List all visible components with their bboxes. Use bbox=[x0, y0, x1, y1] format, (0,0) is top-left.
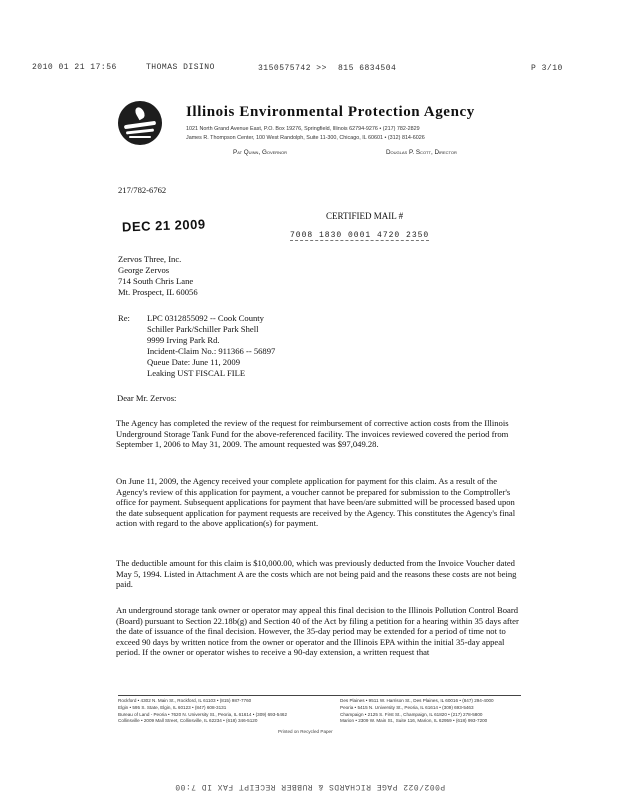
paragraph-review-summary-text: The Agency has completed the review of the request for reimbursement of corrective action costs from the Illinois Underground Storage Tank Fund for the above-referenced facility. The invoices reviewed covered the period from September 1, 2006 to May 31, 2009. The amount requested was $97,049.28. bbox=[116, 418, 509, 450]
footer-office-peoria: Peoria • 5415 N. University St., Peoria, IL 61614 • (309) 693-5463 bbox=[340, 704, 474, 710]
director-name: Douglas P. Scott, Director bbox=[386, 149, 457, 156]
paragraph-appeal-rights-text: An underground storage tank owner or operator may appeal this final decision to the Illinois Pollution Control Board (Board) pursuant to Section 22.18b(g) and Section 40 of the Act by filing a petition for a hearing within 35 days after the date of issuance of the final decision. However, the 35-day period may be extended for a period of time not to exceed 90 days by written notice from the owner or operator and the Illinois EPA within the initial 35-day appeal period. If the owner or operator wishes to receive a 90-day extension, a written request that bbox=[116, 605, 519, 658]
footer-offices-right bbox=[340, 698, 494, 725]
date-stamp: DEC 21 2009 bbox=[121, 216, 206, 235]
paragraph-deductible bbox=[116, 558, 521, 590]
governor-name: Pat Quinn, Governor bbox=[233, 149, 288, 156]
paragraph-application-status bbox=[116, 476, 521, 529]
recipient-city: Mt. Prospect, IL 60056 bbox=[118, 287, 198, 297]
footer-office-rockford: Rockford • 4302 N. Main St., Rockford, IL 61103 • (815) 987-7760 bbox=[118, 698, 252, 703]
fax-number: 3150575742 >> bbox=[258, 64, 327, 73]
footer-office-des-plaines: Des Plaines • 9511 W. Harrison St., Des Plaines, IL 60016 • (847) 294-4000 bbox=[340, 698, 494, 703]
paragraph-deductible-text: The deductible amount for this claim is $10,000.00, which was previously deducted from the Invoice Voucher dated May 5, 1994. Listed in Attachment A are the costs which are not being paid and the reasons these costs are not being paid. bbox=[116, 558, 517, 590]
mirrored-fax-strip: P002/022 PAGE RICHARDS & RUBBER RECEIPT FAX ID 7:00 bbox=[174, 782, 446, 791]
paragraph-application-status-text: On June 11, 2009, the Agency received your complete application for payment for this claim. As a result of the Agency's review of this application for payment, a voucher cannot be prepared for submission to the Comptroller's office for payment. Subsequent applications for payment that have been/are submitted will be processed based upon the date subsequent application for payment requests are received by the Agency. This constitutes the Agency's final action with regard to the above application(s) for payment. bbox=[116, 476, 516, 529]
phone-reference: 217/782-6762 bbox=[118, 185, 167, 195]
agency-name: Illinois Environmental Protection Agency bbox=[186, 104, 475, 120]
salutation: Dear Mr. Zervos: bbox=[117, 393, 177, 403]
agency-seal-logo bbox=[118, 101, 162, 145]
footer-office-elgin: Elgin • 595 S. State, Elgin, IL 60123 • (847) 608-3131 bbox=[118, 704, 227, 710]
recipient-name: George Zervos bbox=[118, 265, 170, 275]
paragraph-review-summary bbox=[116, 418, 521, 450]
footer-office-champaign: Champaign • 2125 S. First St., Champaign, IL 61820 • (217) 278-5800 bbox=[340, 711, 483, 717]
recycled-paper-note: Printed on Recycled Paper bbox=[278, 729, 333, 734]
fax-recipient: 815 6834504 bbox=[338, 64, 397, 73]
recipient-street: 714 South Chris Lane bbox=[118, 276, 194, 286]
footer-divider bbox=[118, 695, 521, 696]
re-file-type: Leaking UST FISCAL FILE bbox=[147, 368, 246, 378]
certified-mail-number: 7008 1830 0001 4720 2350 bbox=[290, 231, 430, 240]
re-site-name: Schiller Park/Schiller Park Shell bbox=[147, 324, 259, 334]
certified-mail-label: CERTIFIED MAIL # bbox=[326, 211, 404, 221]
fax-timestamp: 2010 01 21 17:56 bbox=[32, 63, 117, 72]
re-queue-date: Queue Date: June 11, 2009 bbox=[147, 357, 240, 367]
paragraph-appeal-rights bbox=[116, 605, 521, 658]
recipient-company: Zervos Three, Inc. bbox=[118, 254, 182, 264]
re-incident-claim: Incident-Claim No.: 911366 -- 56897 bbox=[147, 346, 276, 356]
footer-office-marion: Marion • 2309 W. Main St., Suite 116, Marion, IL 62959 • (618) 993-7200 bbox=[340, 718, 488, 724]
agency-address-springfield: 1021 North Grand Avenue East, P.O. Box 19276, Springfield, Illinois 62794-9276 • (217) 782-2829 bbox=[186, 126, 420, 132]
fax-page: P 3/10 bbox=[531, 64, 563, 73]
re-site-address: 9999 Irving Park Rd. bbox=[147, 335, 220, 345]
footer-office-peoria-bol: Bureau of Land - Peoria • 7620 N. University St., Peoria, IL 61614 • (309) 693-5462 bbox=[118, 711, 288, 717]
footer-office-collinsville: Collinsville • 2009 Mall Street, Collinsville, IL 62234 • (618) 346-5120 bbox=[118, 718, 258, 724]
agency-address-chicago: James R. Thompson Center, 100 West Randolph, Suite 11-300, Chicago, IL 60601 • (312) 814-6026 bbox=[186, 135, 425, 141]
fax-sender: THOMAS DISINO bbox=[146, 63, 215, 72]
footer-offices-left bbox=[118, 698, 287, 725]
re-lpc-number: LPC 0312855092 -- Cook County bbox=[147, 313, 264, 323]
re-label: Re: bbox=[118, 313, 130, 323]
